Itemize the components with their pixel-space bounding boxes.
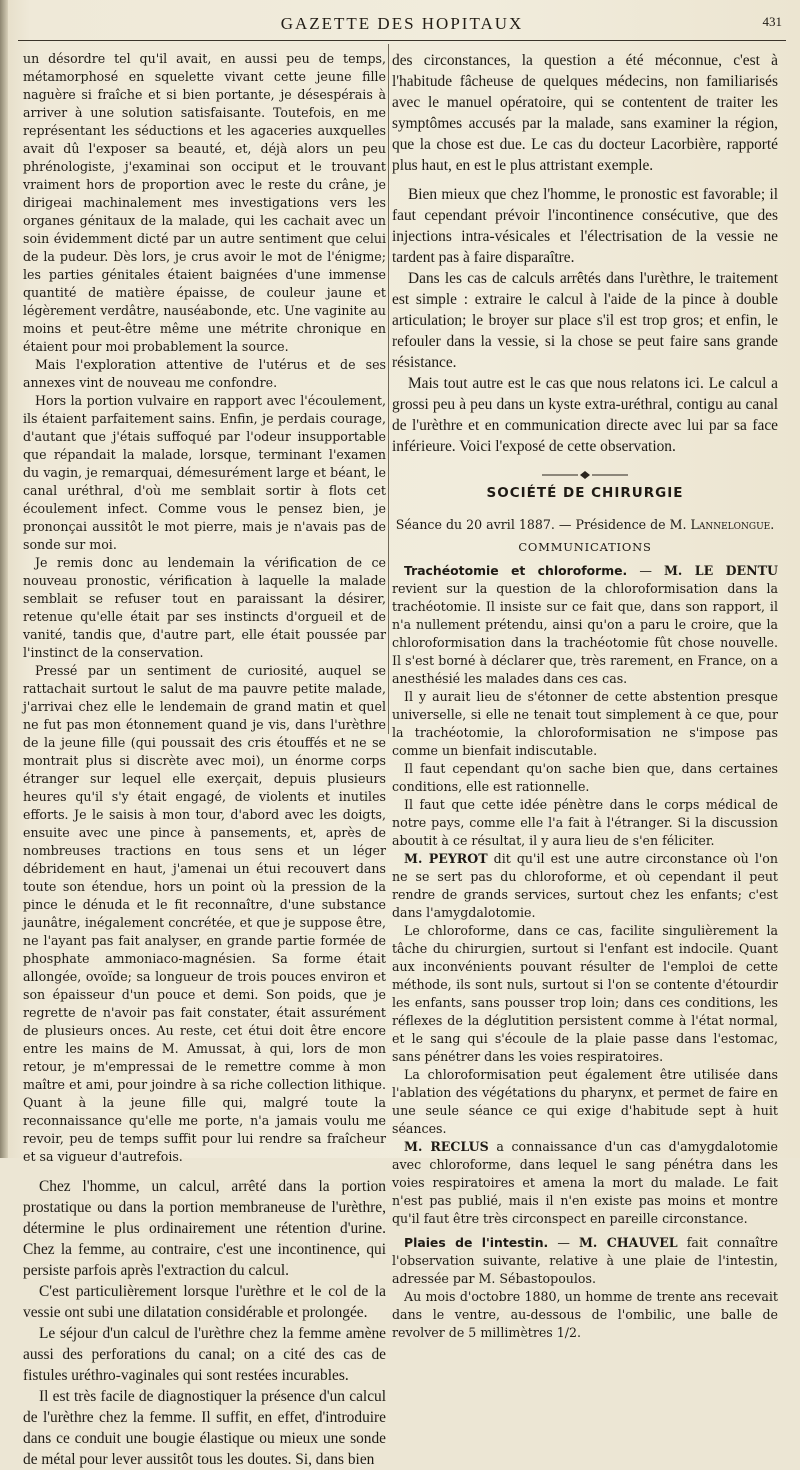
paragraph: Chez l'homme, un calcul, arrêté dans la portion prostatique ou dans la portion membraneuse de l'urèthre, détermine le plus ordinairement une rétention d'urine. Chez la femme, au contraire, c'est une incontinence, qui persiste parfois après l'extraction du calcul. bbox=[23, 1178, 386, 1279]
paragraph: Mais tout autre est le cas que nous relatons ici. Le calcul a grossi peu à peu dans un kyste extra-uréthral, contigu au canal de l'urèthre et en communication directe avec lui par sa face inférieure. Voici l'exposé de cette observation. bbox=[392, 375, 778, 455]
speaker-name: M. PEYROT bbox=[404, 851, 488, 866]
journal-title: GAZETTE DES HOPITAUX bbox=[280, 14, 524, 33]
paragraph: Bien mieux que chez l'homme, le pronostic est favorable; il faut cependant prévoir l'incontinence consécutive, que des injections intra-vésicales et l'électrisation de la vessie ne tardent pas à faire disparaître. bbox=[392, 186, 778, 266]
paragraph: Le chloroforme, dans ce cas, facilite singulièrement la tâche du chirurgien, surtout si l'enfant est indocile. Quant aux inconvénients pouvant résulter de l'emploi de cette méthode, ils sont nuls, surtout si l'on se contente d'étourdir les enfants, sans pousser trop loin; dans ces conditions, les réflexes de la déglutition persistent comme à l'état normal, et le sang qui s'écoule de la plaie passe dans l'estomac, sans pénétrer dans les voies respiratoires. bbox=[392, 923, 778, 1064]
meeting-date: Séance du 20 avril 1887. — Présidence de M. bbox=[395, 517, 691, 532]
page-header bbox=[18, 8, 786, 41]
society-section bbox=[392, 465, 778, 1342]
paragraph: Au mois d'octobre 1880, un homme de trente ans recevait dans le ventre, au-dessous de l'ombilic, une balle de revolver de 5 millimètres 1/2. bbox=[392, 1289, 778, 1340]
case-narrative bbox=[23, 50, 386, 1166]
commentary-continued bbox=[392, 50, 778, 457]
left-column bbox=[23, 50, 386, 1470]
paragraph: Mais l'exploration attentive de l'utérus et de ses annexes vint de nouveau me confondre. bbox=[23, 357, 386, 390]
topic-heading: Plaies de l'intestin. bbox=[404, 1235, 549, 1250]
paragraph bbox=[392, 850, 778, 922]
paragraph-text: fait connaître l'observation suivante, relative à une plaie de l'intestin, adressée par M. Sébastopoulos. bbox=[392, 1235, 778, 1286]
paragraph: Il est très facile de diagnostiquer la présence d'un calcul de l'urèthre chez la femme. Il suffit, en effet, d'introduire dans ce conduit une bougie élastique ou mieux une sonde de métal pour lever aussitôt tous les doutes. Si, dans bien bbox=[23, 1388, 386, 1468]
speaker-name: M. LE DENTU bbox=[663, 563, 779, 578]
paragraph bbox=[392, 1138, 778, 1228]
right-column bbox=[392, 50, 778, 1342]
binding-gutter bbox=[0, 0, 8, 1158]
topic-heading: Trachéotomie et chloroforme. bbox=[404, 563, 628, 578]
commentary bbox=[23, 1176, 386, 1470]
paragraph: Il y aurait lieu de s'étonner de cette abstention presque universelle, si elle ne tenait tout simplement à ce que, pour la trachéotomie, la chloroformisation ne s'impose pas comme un bienfait indiscutable. bbox=[392, 689, 778, 758]
paragraph: Hors la portion vulvaire en rapport avec l'écoulement, ils étaient parfaitement sains. Enfin, je perdais courage, d'autant que j'étais suffoqué par l'odeur insupportable que répandait la malade, lorsque, terminant l'examen du vagin, je remarquai, démesurément large et béant, le canal uréthral, d'où me semblait sortir à flots cet écoulement infect. Comme vous le pensez bien, je prononçai aussitôt le mot pierre, mais je n'avais pas de sonde sur moi. bbox=[23, 393, 386, 552]
meeting-line bbox=[392, 517, 778, 532]
paragraph: des circonstances, la question a été méconnue, c'est à l'habitude fâcheuse de quelques médecins, non familiarisés avec le manuel opératoire, qui se contentent de traiter les symptômes accusés par la malade, sans examiner la région, que la chose est due. Le cas du docteur Lacorbière, rapporté plus haut, en est le plus attristant exemple. bbox=[392, 52, 778, 174]
paragraph: Je remis donc au lendemain la vérification de ce nouveau pronostic, vérification à laquelle la malade semblait se refuser tout en paraissant la désirer, retenue qu'elle était par ses instincts d'orgueil et de vanité, tandis que, d'autre part, elle était poussée par l'instinct de la conservation. bbox=[23, 555, 386, 660]
dash: — bbox=[548, 1235, 579, 1250]
paragraph: C'est particulièrement lorsque l'urèthre et le col de la vessie ont subi une dilatation considérable et prolongée. bbox=[23, 1283, 386, 1321]
paragraph bbox=[392, 1234, 778, 1288]
speaker-name: M. RECLUS bbox=[404, 1139, 489, 1154]
paragraph bbox=[392, 562, 778, 688]
paragraph: Il faut cependant qu'on sache bien que, dans certaines conditions, elle est rationnelle. bbox=[392, 761, 778, 794]
page-number: 431 bbox=[762, 14, 782, 29]
paragraph: un désordre tel qu'il avait, en aussi peu de temps, métamorphosé en squelette vivant cette jeune fille naguère si fraîche et si bien portante, je désespérais à arriver à une solution satisfaisante. Toutefois, en me représentant les séductions et les agaceries auxquelles avait dû l'exposer sa beauté, et, déjà alors un peu phrénologiste, j'examinai son occiput et le trouvant vraiment hors de proportion avec le reste du crâne, je dirigeai machinalement mes investigations vers les organes génitaux de la malade, qui les cachait avec un soin évidemment dicté par un autre sentiment que celui de la pudeur. Dès lors, je crus avoir le mot de l'énigme; les parties génitales étaient baignées d'une immense quantité de matière épaisse, de couleur jaune et légèrement verdâtre, nauséabonde, etc. Une vaginite au moins et peut-être même une métrite chronique en étaient pour moi probablement la source. bbox=[23, 51, 386, 354]
paragraph-text: a connaissance d'un cas d'amygdalotomie avec chloroforme, dans lequel le sang pénétra dans les voies respiratoires et amena la mort du malade. Le fait n'est pas publié, mais il n'en existe pas moins et montre qu'il faut être très circonspect en pareille circonstance. bbox=[392, 1139, 778, 1226]
paragraph: Il faut que cette idée pénètre dans le corps médical de notre pays, comme elle l'a fait à l'étranger. Si la discussion aboutit à ce résultat, il y aura lieu de s'en féliciter. bbox=[392, 797, 778, 848]
president-name: Lannelongue. bbox=[690, 517, 775, 532]
ornament-divider bbox=[392, 465, 778, 479]
communications-heading: COMMUNICATIONS bbox=[518, 540, 652, 554]
paragraph-text: revient sur la question de la chloroformisation dans la trachéotomie. Il insiste sur ce fait que, dans son rapport, il n'a nullement prétendu, ainsi qu'on a paru le croire, que la chloroformisation dans la trachéotomie fût chose nouvelle. Il s'est borné à déclarer que, très rarement, en France, on a anesthésié les malades dans ces cas. bbox=[392, 581, 778, 686]
society-report bbox=[392, 562, 778, 1342]
paragraph: La chloroformisation peut également être utilisée dans l'ablation des végétations du pharynx, et permet de faire en une seule séance ce qui exige d'habitude sept à huit séances. bbox=[392, 1067, 778, 1136]
paragraph: Pressé par un sentiment de curiosité, auquel se rattachait surtout le salut de ma pauvre petite malade, j'arrivai chez elle le lendemain de grand matin et quel ne fut pas mon étonnement quand je vis, dans l'urèthre de la jeune fille (qui poussait des cris étouffés et ne se montrait plus si discrète avec moi), un énorme corps étranger sur lequel elle exerçait, depuis plusieurs heures qu'il s'y était engagé, de violents et inutiles efforts. Je le saisis à mon tour, d'abord avec les doigts, ensuite avec une pince à pansements, et, après de nombreuses tractions en tous sens et un léger débridement en haut, j'amenai un étui recouvert dans toute son étendue, hors un point où la pression de la pince le dénuda et le fit reconnaître, d'une substance jaunâtre, inégalement concrétée, et que je suppose être, ne l'ayant pas fait analyser, en grande partie formée de phosphate ammoniaco-magnésien. Sa forme était allongée, ovoïde; sa longueur de trois pouces environ et son épaisseur d'un pouce et demi. Son poids, que je regrette de n'avoir pas fait constater, était assurément de plusieurs onces. Au reste, cet étui doit être encore entre les mains de M. Amussat, à qui, lors de mon retour, je m'empressai de le remettre comme à mon maître et ami, pour joindre à sa riche collection lithique. Quant à la jeune fille qui, malgré toute la reconnaissance qu'elle me porte, n'a jamais voulu me revoir, peu de temps suffit pour lui rendre sa fraîcheur et sa vigueur d'autrefois. bbox=[23, 663, 386, 1164]
ornament-rule-icon bbox=[540, 470, 630, 480]
column-divider bbox=[388, 44, 389, 734]
speaker-name: M. CHAUVEL bbox=[578, 1235, 678, 1250]
paragraph-text: dit qu'il est une autre circonstance où l'on ne se sert pas du chloroforme, et où cependant il peut rendre de grands services, surtout chez les enfants; c'est dans l'amygdalotomie. bbox=[392, 851, 779, 920]
section-title: SOCIÉTÉ DE CHIRURGIE bbox=[486, 485, 684, 501]
paragraph: Dans les cas de calculs arrêtés dans l'urèthre, le traitement est simple : extraire le calcul à l'aide de la pince à double articulation; le broyer sur place s'il est trop gros; et enfin, le refouler dans la vessie, si la chose se peut faire sans grande résistance. bbox=[392, 270, 778, 371]
dash: — bbox=[627, 563, 664, 578]
paragraph: Le séjour d'un calcul de l'urèthre chez la femme amène aussi des perforations du canal; on a cité des cas de fistules uréthro-vaginales qui sont restées incurables. bbox=[23, 1325, 386, 1384]
